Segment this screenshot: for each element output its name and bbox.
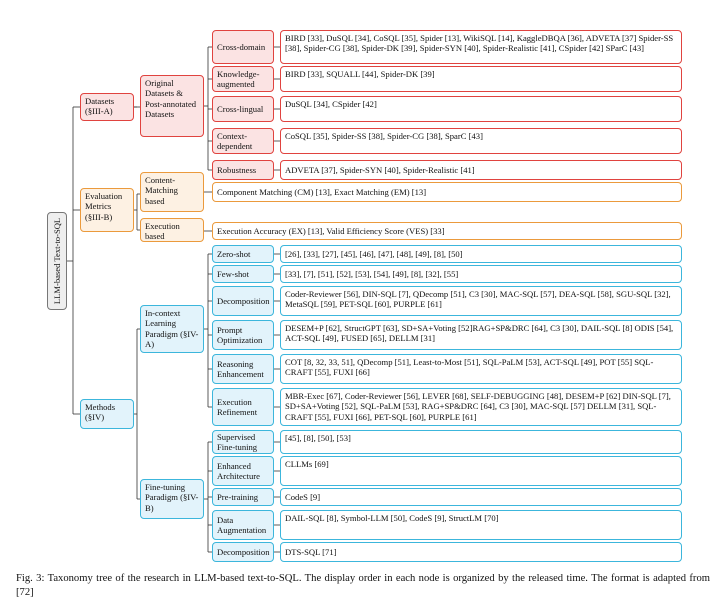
category-node-cross-lingual: Cross-lingual — [212, 96, 274, 122]
leaf-node-prompt-opt: DESEM+P [62], StructGPT [63], SD+SA+Voting [52]RAG+SP&DRC [64], C3 [30], DAIL-SQL [8] ODIS [54], ACT-SQL [49], FUSED [65], DELLM [31] — [280, 320, 682, 350]
leaf-node-exec-refine: MBR-Exec [67], Coder-Reviewer [56], LEVER [68], SELF-DEBUGGING [48], DESEM+P [62] DIN-SQL [7], SD+SA+Voting [52], SQL-PaLM [53], RAG+SP&DRC [64], C3 [30], MAC-SQL [57] DELLM [31], SQL-CRAFT [55], FUXI [66], PET-SQL [60], PURPLE [61] — [280, 388, 682, 426]
execution-based-node: Execution based — [140, 218, 204, 242]
leaf-node-enhanced-arch: CLLMs [69] — [280, 456, 682, 486]
category-node-data-aug: Data Augmentation — [212, 510, 274, 540]
root-node — [47, 212, 67, 310]
evaluation-metrics-node: Evaluation Metrics (§III-B) — [80, 188, 134, 232]
category-node-prompt-opt: Prompt Optimization — [212, 320, 274, 350]
leaf-node-execution-based: Execution Accuracy (EX) [13], Valid Efficiency Score (VES) [33] — [212, 222, 682, 240]
content-matching-node: Content-Matching based — [140, 172, 204, 212]
category-node-sft: Supervised Fine-tuning — [212, 430, 274, 454]
figure-caption: Fig. 3: Taxonomy tree of the research in LLM-based text-to-SQL. The display order in each node is organized by the released time. The format is adapted from [72] — [16, 573, 710, 598]
category-node-zero-shot: Zero-shot — [212, 245, 274, 263]
leaf-node-sft: [45], [8], [50], [53] — [280, 430, 682, 454]
category-node-ft-decomposition: Decomposition — [212, 542, 274, 562]
in-context-learning-node: In-context Learning Paradigm (§IV-A) — [140, 305, 204, 353]
category-node-knowledge: Knowledge-augmented — [212, 66, 274, 92]
leaf-node-robustness: ADVETA [37], Spider-SYN [40], Spider-Realistic [41] — [280, 160, 682, 180]
leaf-node-context-dependent: CoSQL [35], Spider-SS [38], Spider-CG [38], SparC [43] — [280, 128, 682, 154]
category-node-reasoning: Reasoning Enhancement — [212, 354, 274, 384]
leaf-node-ft-decomposition: DTS-SQL [71] — [280, 542, 682, 562]
category-node-decomposition: Decomposition — [212, 286, 274, 316]
methods-node: Methods (§IV) — [80, 399, 134, 429]
original-datasets-node: Original Datasets & Post-annotated Datasets — [140, 75, 204, 137]
category-node-cross-domain: Cross-domain — [212, 30, 274, 64]
leaf-node-decomposition: Coder-Reviewer [56], DIN-SQL [7], QDecomp [51], C3 [30], MAC-SQL [57], DEA-SQL [58], SGU-SQL [32], MetaSQL [59], PET-SQL [60], PURPLE [61] — [280, 286, 682, 316]
root-label: LLM-based Text-to-SQL — [51, 217, 62, 305]
category-node-pretraining: Pre-training — [212, 488, 274, 506]
leaf-node-knowledge: BIRD [33], SQUALL [44], Spider-DK [39] — [280, 66, 682, 92]
leaf-node-cross-lingual: DuSQL [34], CSpider [42] — [280, 96, 682, 122]
leaf-node-few-shot: [33], [7], [51], [52], [53], [54], [49], [8], [32], [55] — [280, 265, 682, 283]
category-node-enhanced-arch: Enhanced Architecture — [212, 456, 274, 486]
category-node-exec-refine: Execution Refinement — [212, 388, 274, 426]
category-node-context-dependent: Context-dependent — [212, 128, 274, 154]
leaf-node-zero-shot: [26], [33], [27], [45], [46], [47], [48], [49], [8], [50] — [280, 245, 682, 263]
fine-tuning-node: Fine-tuning Paradigm (§IV-B) — [140, 479, 204, 519]
category-node-robustness: Robustness — [212, 160, 274, 180]
leaf-node-pretraining: CodeS [9] — [280, 488, 682, 506]
category-node-few-shot: Few-shot — [212, 265, 274, 283]
leaf-node-cross-domain: BIRD [33], DuSQL [34], CoSQL [35], Spider [13], WikiSQL [14], KaggleDBQA [36], ADVETA [37] Spider-SS [38], Spider-CG [38], Spider-DK [39], Spider-SYN [40], Spider-Realistic [41], CSpider [42] SParC [43] — [280, 30, 682, 64]
leaf-node-reasoning: COT [8, 32, 33, 51], QDecomp [51], Least-to-Most [51], SQL-PaLM [53], ACT-SQL [49], POT [55] SQL-CRAFT [55], FUXI [66] — [280, 354, 682, 384]
leaf-node-data-aug: DAIL-SQL [8], Symbol-LLM [50], CodeS [9], StructLM [70] — [280, 510, 682, 540]
leaf-node-content-matching: Component Matching (CM) [13], Exact Matching (EM) [13] — [212, 182, 682, 202]
datasets-node: Datasets (§III-A) — [80, 93, 134, 121]
